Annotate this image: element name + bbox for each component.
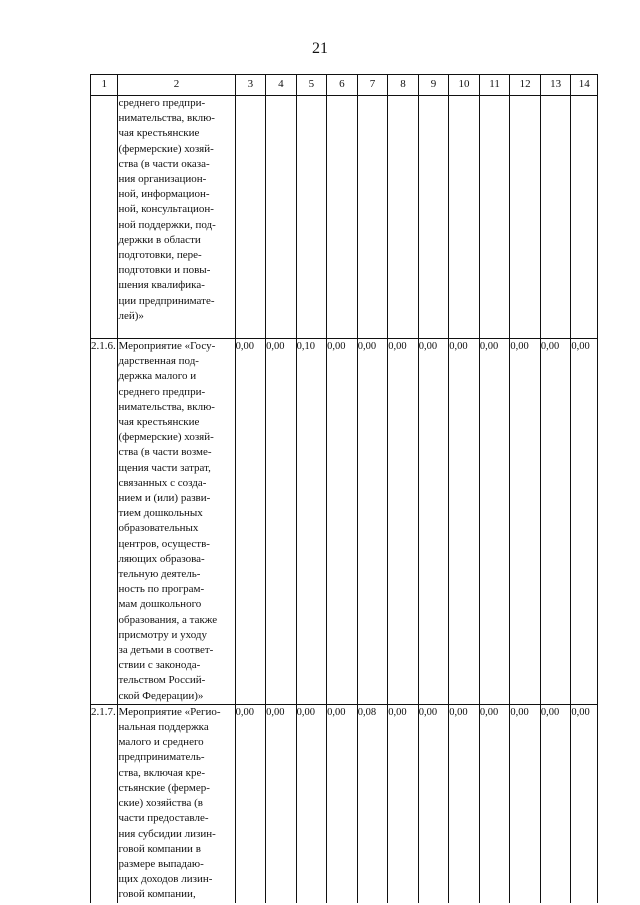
col-header: 2 (118, 75, 235, 96)
col-header: 5 (296, 75, 327, 96)
value-cell: 0,00 (540, 704, 571, 902)
col-header: 3 (235, 75, 266, 96)
value-cell: 0,00 (449, 704, 480, 902)
row-description: среднего предпри- нимательства, вклю- чая крестьянские (фермерские) хозяй- ства (в части оказа- ния организацион- ной, информацион- ной, консультацион- ной поддержки, под- держки в области подготовки, пере- подготовки и повы- шения квалифика- ции предпринимате- лей)» (118, 96, 235, 339)
col-header: 11 (479, 75, 510, 96)
value-cell: 0,00 (296, 704, 327, 902)
value-cell (327, 96, 358, 339)
col-header: 14 (571, 75, 598, 96)
header-row (91, 75, 598, 96)
data-table (90, 74, 598, 903)
value-cell: 0,00 (266, 704, 297, 902)
col-header: 9 (418, 75, 449, 96)
value-cell: 0,00 (388, 704, 419, 902)
value-cell (540, 96, 571, 339)
col-header: 13 (540, 75, 571, 96)
col-header: 10 (449, 75, 480, 96)
value-cell: 0,00 (449, 339, 480, 705)
value-cell: 0,00 (327, 704, 358, 902)
value-cell (418, 96, 449, 339)
value-cell: 0,00 (510, 704, 541, 902)
page-number: 21 (312, 40, 328, 57)
value-cell: 0,00 (388, 339, 419, 705)
value-cell: 0,00 (418, 704, 449, 902)
value-cell (479, 96, 510, 339)
value-cell: 0,00 (479, 704, 510, 902)
value-cell: 0,00 (571, 339, 598, 705)
col-header: 7 (357, 75, 388, 96)
col-header: 6 (327, 75, 358, 96)
row-number: 2.1.6. (91, 339, 118, 705)
value-cell: 0,00 (357, 339, 388, 705)
value-cell (510, 96, 541, 339)
value-cell: 0,00 (235, 704, 266, 902)
value-cell (388, 96, 419, 339)
value-cell (357, 96, 388, 339)
col-header: 8 (388, 75, 419, 96)
row-number (91, 96, 118, 339)
value-cell (235, 96, 266, 339)
value-cell: 0,00 (540, 339, 571, 705)
value-cell: 0,00 (418, 339, 449, 705)
col-header: 12 (510, 75, 541, 96)
value-cell: 0,00 (235, 339, 266, 705)
value-cell (449, 96, 480, 339)
value-cell (296, 96, 327, 339)
value-cell: 0,00 (571, 704, 598, 902)
value-cell: 0,10 (296, 339, 327, 705)
value-cell: 0,08 (357, 704, 388, 902)
row-description: Мероприятие «Госу- дарственная под- держка малого и среднего предпри- нимательства, вклю- чая крестьянские (фермерские) хозяй- ства (в части возме- щения части затрат, связанных с созда- нием и (или) разви- тием дошкольных образовательных центров, осуществ- ляющих образова- тельную деятель- ность по програм- мам дошкольного образования, а также присмотру и уходу за детьми в соответ- ствии с законода- тельством Россий- ской Федерации)» (118, 339, 235, 705)
row-number: 2.1.7. (91, 704, 118, 902)
col-header: 4 (266, 75, 297, 96)
value-cell: 0,00 (327, 339, 358, 705)
value-cell: 0,00 (266, 339, 297, 705)
table-row (91, 96, 598, 339)
row-description: Мероприятие «Регио- нальная поддержка малого и среднего предприниматель- ства, включая кре- стьянские (фермер- ские) хозяйства (в части предоставле- ния субсидии лизин- говой компании в размере выпадаю- щих доходов лизин- говой компании, (118, 704, 235, 902)
value-cell: 0,00 (479, 339, 510, 705)
value-cell: 0,00 (510, 339, 541, 705)
col-header: 1 (91, 75, 118, 96)
table-row (91, 704, 598, 902)
table-row (91, 339, 598, 705)
value-cell (266, 96, 297, 339)
value-cell (571, 96, 598, 339)
